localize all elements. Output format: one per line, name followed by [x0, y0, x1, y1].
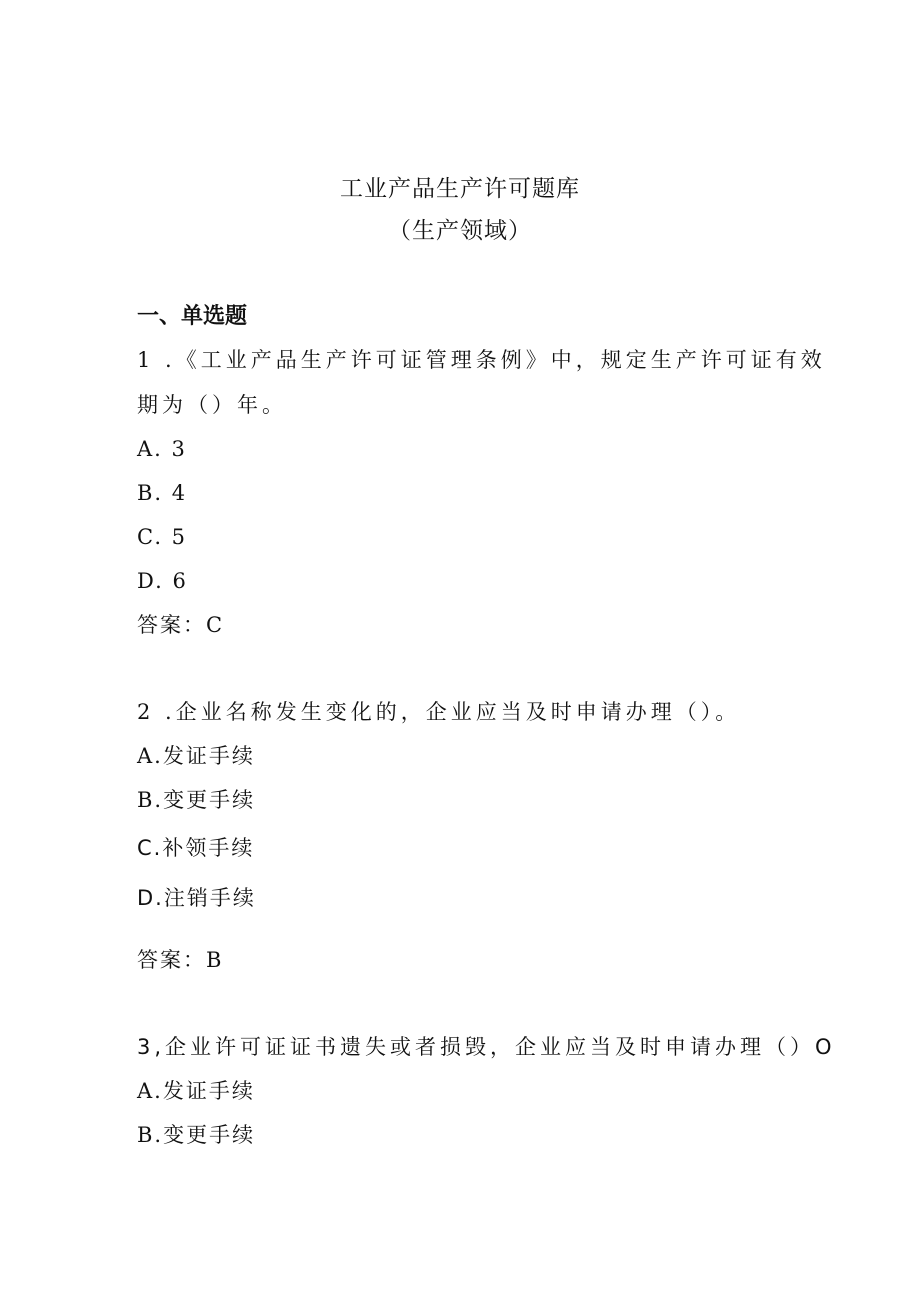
question-2-answer: 答案：B [137, 948, 224, 972]
question-3-option-b: B.变更手续 [137, 1123, 256, 1147]
question-2-option-a: A.发证手续 [137, 744, 255, 768]
question-1-answer: 答案：C [137, 613, 225, 637]
question-1-option-b: B. 4 [137, 481, 188, 505]
document-title: 工业产品生产许可题库 [340, 176, 580, 202]
question-2-stem-line-1: 2 .企业名称发生变化的，企业应当及时申请办理（）。 [137, 700, 741, 724]
question-3-stem-line-1: 3,企业许可证证书遗失或者损毁，企业应当及时申请办理（）O [137, 1035, 836, 1059]
question-2-option-b: B.变更手续 [137, 788, 256, 812]
question-3-option-a: A.发证手续 [137, 1079, 255, 1103]
document-subtitle: （生产领域） [388, 218, 532, 244]
question-2-option-c: C.补领手续 [137, 836, 255, 860]
question-1-option-c: C. 5 [137, 525, 188, 549]
question-1-option-d: D. 6 [137, 569, 188, 593]
question-1-stem-line-2: 期为（）年。 [137, 393, 287, 417]
question-1-option-a: A. 3 [137, 437, 187, 461]
question-2-option-d: D.注销手续 [137, 886, 256, 910]
question-1-stem-line-1: 1 .《工业产品生产许可证管理条例》中，规定生产许可证有效 [137, 348, 826, 372]
section-heading-single-choice: 一、单选题 [137, 304, 248, 329]
